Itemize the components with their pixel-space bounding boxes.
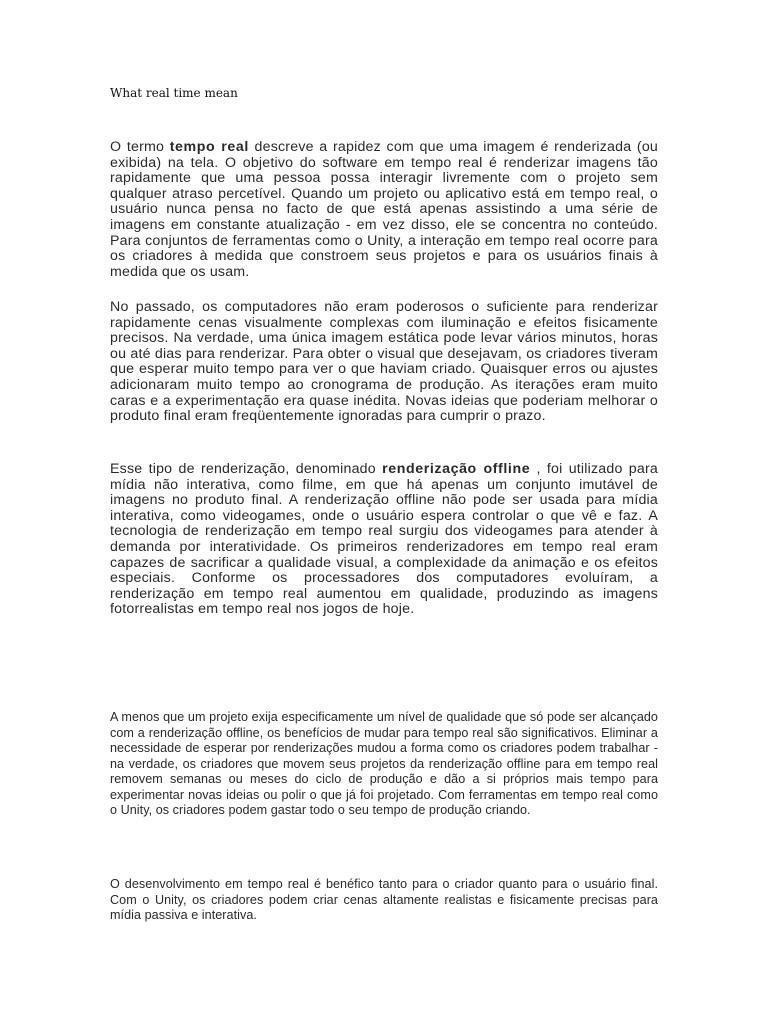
paragraph-3-term: renderização offline [382, 461, 531, 477]
paragraph-3-intro: Esse tipo de renderização, denominado [110, 461, 383, 477]
paragraph-4-body: A menos que um projeto exija especificamente um nível de qualidade que só pode ser alcançado com a renderização offline, os benefícios de mudar para tempo real são significativos. Eliminar a necessidade de esperar por renderizações mudou a forma como os criadores podem trabalhar - na verdade, os criadores que movem seus projetos da renderização offline para em tempo real removem semanas ou meses do ciclo de produção e dão a si próprios mais tempo para experimentar novas ideias ou polir o que já foi projetado. Com ferramentas em tempo real como o Unity, os criadores podem gastar todo o seu tempo de produção criando. [110, 710, 658, 817]
document-title: What real time mean [110, 86, 238, 100]
paragraph-1-intro: O termo [110, 139, 170, 155]
paragraph-1-term: tempo real [169, 139, 249, 155]
paragraph-2-body: No passado, os computadores não eram poderosos o suficiente para renderizar rapidamente cenas visualmente complexas com iluminação e efeitos fisicamente precisos. Na verdade, uma única imagem estática pode levar vários minutos, horas ou até dias para renderizar. Para obter o visual que desejavam, os criadores tiveram que esperar muito tempo para ver o que haviam criado. Quaisquer erros ou ajustes adicionaram muito tempo ao cronograma de produção. As iterações eram muito caras e a experimentação era quase inédita. Novas ideias que poderiam melhorar o produto final eram freqüentemente ignoradas para cumprir o prazo. [110, 299, 658, 425]
paragraph-5 [110, 877, 658, 924]
paragraph-3-body: , foi utilizado para mídia não interativa, como filme, em que há apenas um conjunto imutável de imagens no produto final. A renderização offline não pode ser usada para mídia interativa, como videogames, onde o usuário espera controlar o que vê e faz. A tecnologia de renderização em tempo real surgiu dos videogames para atender à demanda por interatividade. Os primeiros renderizadores em tempo real eram capazes de sacrificar a qualidade visual, a complexidade da animação e os efeitos especiais. Conforme os processadores dos computadores evoluíram, a renderização em tempo real aumentou em qualidade, produzindo as imagens fotorrealistas em tempo real nos jogos de hoje. [110, 461, 659, 618]
paragraph-2 [110, 300, 658, 425]
paragraph-1 [110, 140, 658, 280]
paragraph-5-body: O desenvolvimento em tempo real é benéfico tanto para o criador quanto para o usuário final. Com o Unity, os criadores podem criar cenas altamente realistas e fisicamente precisas para mídia passiva e interativa. [110, 877, 658, 922]
paragraph-3 [110, 462, 658, 618]
paragraph-4 [110, 710, 658, 819]
paragraph-1-body: descreve a rapidez com que uma imagem é renderizada (ou exibida) na tela. O objetivo do software em tempo real é renderizar imagens tão rapidamente que uma pessoa possa interagir livremente com o projeto sem qualquer atraso percetível. Quando um projeto ou aplicativo está em tempo real, o usuário nunca pensa no facto de que está apenas assistindo a uma série de imagens em constante atualização - em vez disso, ele se concentra no conteúdo. Para conjuntos de ferramentas como o Unity, a interação em tempo real ocorre para os criadores à medida que constroem seus projetos e para os usuários finais à medida que os usam. [110, 139, 659, 280]
